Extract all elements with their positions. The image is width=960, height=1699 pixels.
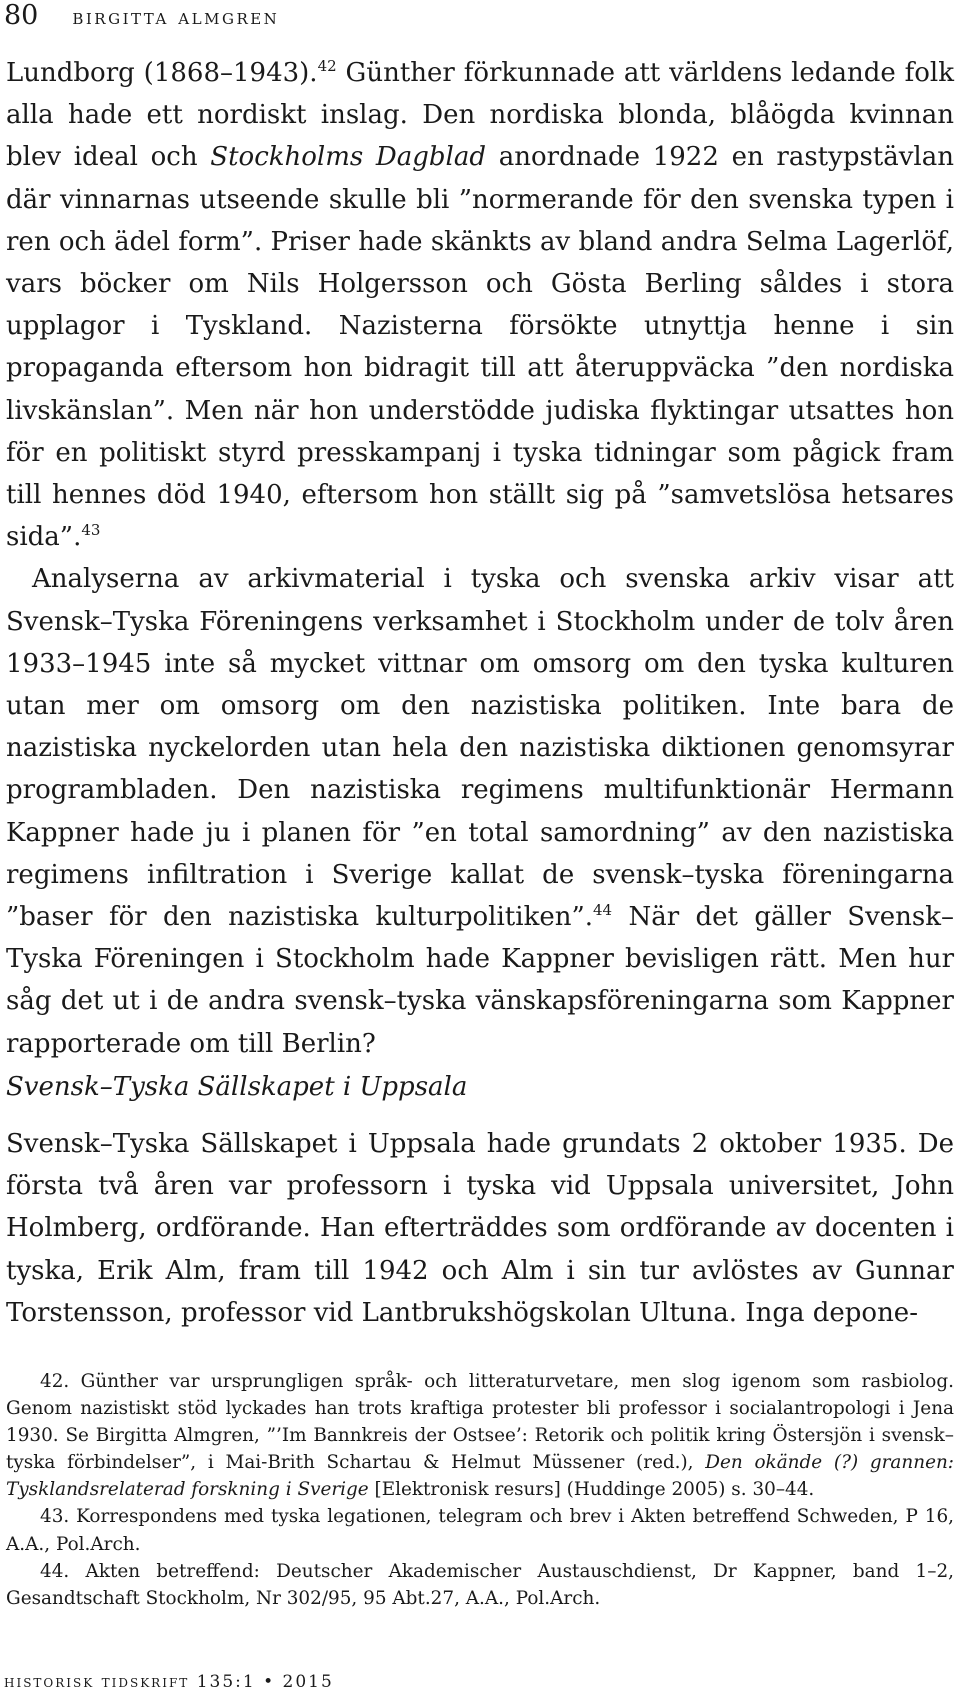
paragraph-1-text-b: Günther förkunnade att världens ledande folk alla hade ett nordiskt inslag. Den nordiska blonda, blåögda kvinnan blev ideal och	[6, 58, 954, 173]
footnote-ref-44: 44	[593, 901, 613, 920]
paragraph-2	[6, 558, 954, 1064]
footnote-42-text-a: 42. Günther var ursprungligen språk- och litteraturvetare, men slog igenom som rasbiolog. Genom nazistiskt stöd lyckades han trots kraftiga protester bli professor i socialantropologi i Jena 1930. Se Birgitta Almgren, ”’Im Bannkreis der Ostsee’: Retorik och politik kring Östersjön i svensk–tyska förbindelser”, i Mai-Brith Schartau & Helmut Müssener (red.),	[6, 1371, 954, 1474]
footnote-42-book-title: Den okände (?) grannen: Tysklandsrelaterad forskning i Sverige	[6, 1452, 954, 1501]
footnotes	[6, 1368, 954, 1612]
section-text	[6, 1123, 954, 1334]
paragraph-1	[6, 52, 954, 558]
paragraph-1-text-a: Lundborg (1868–1943).	[6, 58, 318, 88]
footnote-42	[6, 1368, 954, 1503]
page-number: 80	[4, 0, 39, 31]
footnote-42-text-b: [Elektronisk resurs] (Huddinge 2005) s. 30–44.	[368, 1479, 815, 1501]
paragraph-2-text-a: Analyserna av arkivmaterial i tyska och svenska arkiv visar att Svensk–Tyska Föreningens verksamhet i Stockholm under de tolv åren 1933–1945 inte så mycket vittnar om omsorg om den tyska kulturen utan mer om omsorg om den nazistiska politiken. Inte bara de nazistiska nyckelorden utan hela den nazistiska diktionen genomsyrar programbladen. Den nazistiska regimens multifunktionär Hermann Kappner hade ju i planen för ”en total samordning” av den nazistiska regimens infiltration i Sverige kallat de svensk–tyska föreningarna ”baser för den nazistiska kulturpolitiken”.	[6, 564, 954, 933]
paragraph-2-text-b: När det gäller Svensk–Tyska Föreningen i Stockholm hade Kappner bevisligen rätt. Men hur såg det ut i de andra svensk–tyska vänskapsföreningarna som Kappner rapporterade om till Berlin?	[6, 902, 954, 1059]
running-title: birgitta almgren	[72, 5, 280, 30]
footnote-43: 43. Korrespondens med tyska legationen, telegram och brev i Akten betreffend Schweden, P 16, A.A., Pol.Arch.	[6, 1506, 954, 1555]
running-head	[4, 0, 279, 34]
footnote-ref-43: 43	[81, 521, 101, 540]
journal-footer: historisk tidskrift 135:1 • 2015	[4, 1672, 334, 1692]
paragraph-1-text-c: anordnade 1922 en rastypstävlan där vinnarnas utseende skulle bli ”normerande för den svenska typen i ren och ädel form”. Priser hade skänkts av bland andra Selma Lagerlöf, vars böcker om Nils Holgersson och Gösta Berling såldes i stora upplagor i Tyskland. Nazisterna försökte utnyttja henne i sin propaganda eftersom hon bidragit till att återuppväcka ”den nordiska livskänslan”. Men när hon understödde judiska flyktingar utsattes hon för en politiskt styrd presskampanj i tyska tidningar som pågick fram till hennes död 1940, eftersom hon ställt sig på ”samvetslösa hetsares sida”.	[6, 142, 954, 553]
section-heading: Svensk–Tyska Sällskapet i Uppsala	[6, 1072, 468, 1102]
footnote-ref-42: 42	[317, 57, 337, 75]
body-text	[6, 52, 954, 1065]
newspaper-title: Stockholms Dagblad	[210, 142, 487, 173]
section-paragraph: Svensk–Tyska Sällskapet i Uppsala hade grundats 2 oktober 1935. De första två åren var professorn i tyska vid Uppsala universitet, John Holmberg, ordförande. Han efterträddes som ordförande av docenten i tyska, Erik Alm, fram till 1942 och Alm i sin tur avlöstes av Gunnar Torstensson, professor vid Lantbrukshögskolan Ultuna. Inga depone-	[6, 1129, 954, 1328]
footnote-44: 44. Akten betreffend: Deutscher Akademischer Austauschdienst, Dr Kappner, band 1–2, Gesandtschaft Stockholm, Nr 302/95, 95 Abt.27, A.A., Pol.Arch.	[6, 1560, 954, 1609]
